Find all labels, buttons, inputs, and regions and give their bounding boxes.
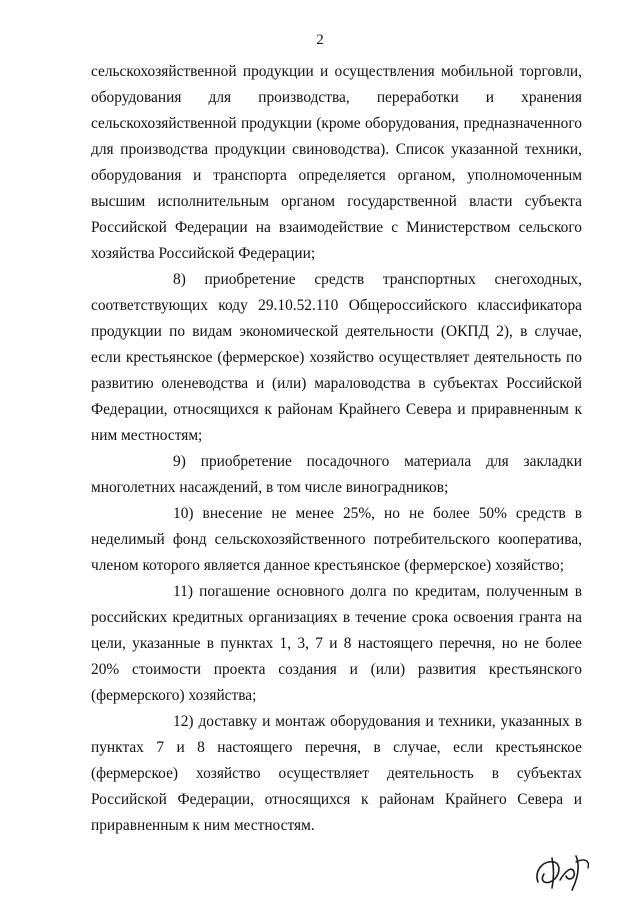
list-item-12 xyxy=(91,709,582,839)
page-number: 2 xyxy=(316,32,324,48)
paragraph-continuation xyxy=(91,59,582,267)
body-text xyxy=(91,59,582,839)
list-item-number: 10) xyxy=(173,505,194,522)
list-item-8 xyxy=(91,267,582,449)
list-item-text: внесение не менее 25%, но не более 50% средств в неделимый фонд сельскохозяйственного потребительского кооператива, членом которого является данное крестьянское (фермерское) хозяйство; xyxy=(91,505,582,574)
list-item-text: доставку и монтаж оборудования и техники, указанных в пунктах 7 и 8 настоящего перечня, в случае, если крестьянское (фермерское) хозяйство осуществляет деятельность в субъектах Российской Федерации, относящихся к районам Крайнего Севера и приравненным к ним местностям. xyxy=(91,713,582,834)
list-item-text: приобретение посадочного материала для закладки многолетних насаждений, в том числе виноградников; xyxy=(91,453,582,496)
list-item-11 xyxy=(91,579,582,709)
list-item-text: погашение основного долга по кредитам, полученным в российских кредитных организациях в течение срока освоения гранта на цели, указанные в пунктах 1, 3, 7 и 8 настоящего перечня, но не более 20% стоимости проекта создания и (или) развития крестьянского (фермерского) хозяйства; xyxy=(91,583,582,704)
list-item-9 xyxy=(91,449,582,501)
list-item-number: 12) xyxy=(173,713,194,730)
list-item-10 xyxy=(91,501,582,579)
list-item-number: 8) xyxy=(173,271,186,288)
list-item-text: приобретение средств транспортных снегоходных, соответствующих коду 29.10.52.110 Общероссийского классификатора продукции по видам экономической деятельности (ОКПД 2), в случае, если крестьянское (фермерское) хозяйство осуществляет деятельность по развитию оленеводства и (или) мараловодства в субъектах Российской Федерации, относящихся к районам Крайнего Севера и приравненным к ним местностям; xyxy=(91,271,582,444)
list-item-number: 9) xyxy=(173,453,186,470)
list-item-number: 11) xyxy=(173,583,193,600)
paragraph-text: сельскохозяйственной продукции и осуществления мобильной торговли, оборудования для производства, переработки и хранения сельскохозяйственной продукции (кроме оборудования, предназначенного для производства продукции свиноводства). Список указанной техники, оборудования и транспорта определяется органом, уполномоченным высшим исполнительным органом государственной власти субъекта Российской Федерации на взаимодействие с Министерством сельского хозяйства Российской Федерации; xyxy=(91,63,582,262)
signature-initials xyxy=(532,852,596,892)
